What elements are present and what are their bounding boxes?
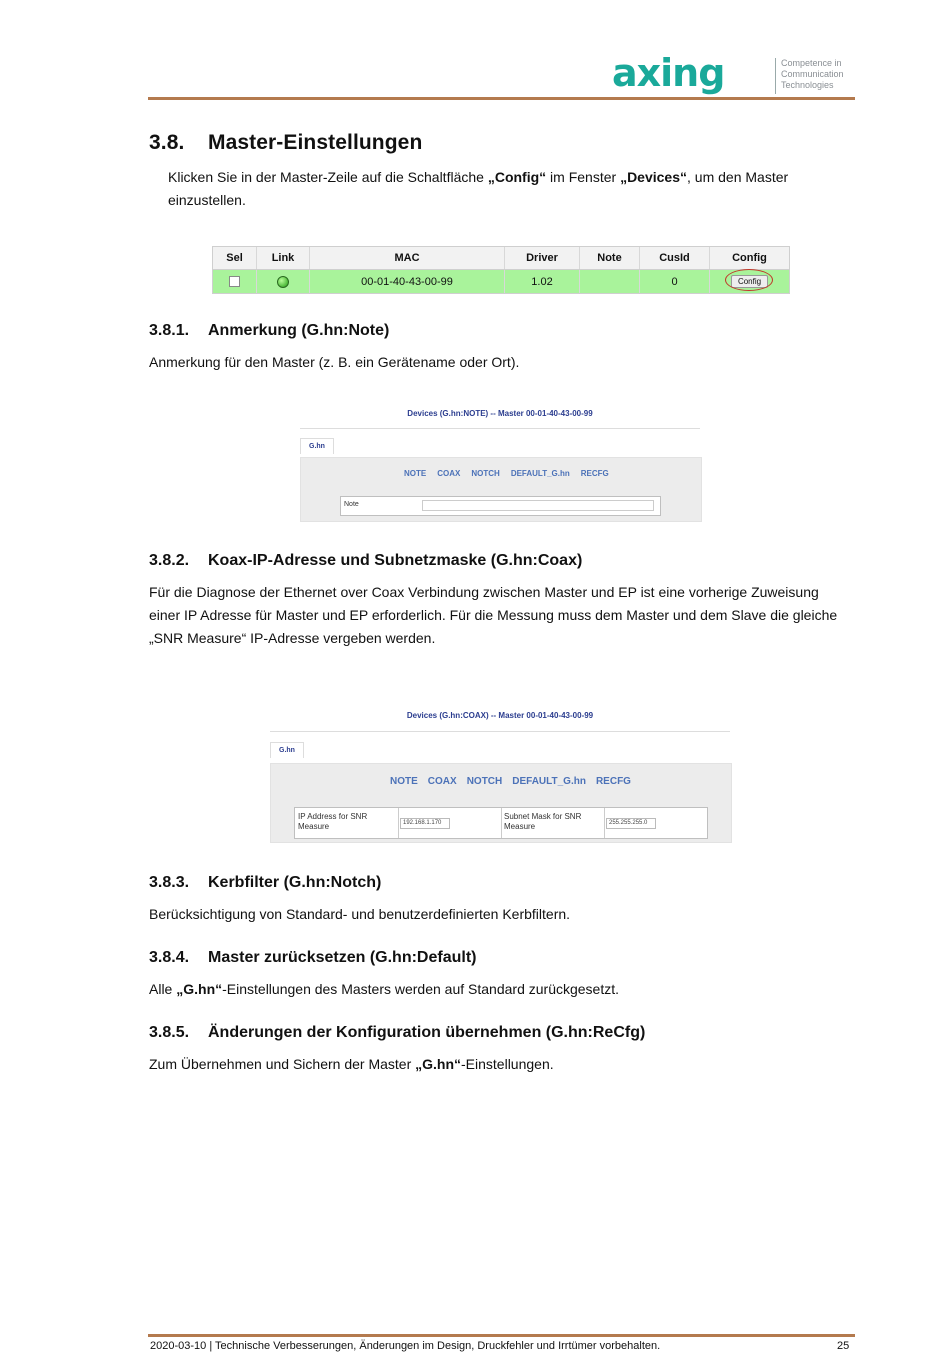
mask-input[interactable]: 255.255.255.0: [606, 818, 656, 829]
recfg-description: Zum Übernehmen und Sichern der Master „G.hn“-Einstellungen.: [149, 1056, 554, 1072]
col-cusid: CusId: [640, 247, 710, 269]
nav-recfg[interactable]: RECFG: [580, 469, 609, 478]
nav-coax[interactable]: COAX: [427, 776, 457, 787]
link-status-icon: [277, 276, 289, 288]
cusid-value: 0: [640, 270, 710, 293]
divider: [398, 808, 399, 838]
coax-field-row: [294, 807, 708, 839]
footer-rule: [148, 1334, 855, 1337]
note-description: Anmerkung für den Master (z. B. ein Gerätename oder Ort).: [149, 354, 520, 370]
nav-default[interactable]: DEFAULT_G.hn: [512, 776, 586, 787]
devices-table: [212, 246, 790, 294]
driver-value: 1.02: [505, 270, 580, 293]
notch-description: Berücksichtigung von Standard- und benutzerdefinierten Kerbfiltern.: [149, 906, 571, 922]
nav-recfg[interactable]: RECFG: [595, 776, 631, 787]
note-value: [580, 270, 640, 293]
note-input[interactable]: [422, 500, 654, 511]
note-field-label: Note: [344, 501, 359, 508]
ip-input[interactable]: 192.168.1.170: [400, 818, 450, 829]
subsection-heading-coax: 3.8.2. Koax-IP-Adresse und Subnetzmaske (G.hn:Coax): [149, 552, 583, 569]
divider: [604, 808, 605, 838]
select-checkbox[interactable]: [229, 276, 240, 287]
section-intro: Klicken Sie in der Master-Zeile auf die Schaltfläche „Config“ im Fenster „Devices“, um den Master einzustellen.: [168, 169, 789, 208]
tab-ghn[interactable]: G.hn: [270, 742, 304, 758]
col-config: Config: [732, 252, 767, 264]
nav-notch[interactable]: NOTCH: [466, 776, 503, 787]
config-button[interactable]: Config: [731, 275, 768, 288]
divider: [270, 731, 730, 732]
nav-coax[interactable]: COAX: [437, 469, 461, 478]
nav-default[interactable]: DEFAULT_G.hn: [510, 469, 570, 478]
highlight-ring: [725, 269, 773, 291]
subsection-heading-note: 3.8.1. Anmerkung (G.hn:Note): [149, 322, 390, 339]
col-mac: MAC: [310, 247, 505, 269]
subsection-heading-notch: 3.8.3. Kerbfilter (G.hn:Notch): [149, 874, 382, 891]
nav-note[interactable]: NOTE: [404, 469, 427, 478]
col-driver: Driver: [505, 247, 580, 269]
section-heading: 3.8. Master-Einstellungen: [149, 131, 423, 154]
coax-panel-title: Devices (G.hn:COAX) -- Master 00-01-40-43-00-99: [406, 711, 594, 720]
note-panel-nav: [404, 469, 609, 478]
subsection-heading-recfg: 3.8.5. Änderungen der Konfiguration übernehmen (G.hn:ReCfg): [149, 1024, 646, 1041]
ip-label: IP Address for SNR Measure: [298, 812, 368, 831]
divider: [300, 428, 700, 429]
subsection-heading-default: 3.8.4. Master zurücksetzen (G.hn:Default): [149, 949, 477, 966]
footer-text: 2020-03-10 | Technische Verbesserungen, Änderungen im Design, Druckfehler und Irrtümer vorbehalten.: [150, 1340, 661, 1352]
default-description: Alle „G.hn“-Einstellungen des Masters werden auf Standard zurückgesetzt.: [149, 981, 620, 997]
nav-note[interactable]: NOTE: [390, 776, 418, 787]
page-number: 25: [837, 1340, 850, 1352]
divider: [501, 808, 502, 838]
brand-tagline: Competence in Communication Technologies: [775, 58, 871, 94]
coax-description: Für die Diagnose der Ethernet over Coax Verbindung zwischen Master und EP ist eine vorherige Zuweisung einer IP Adresse für Master und EP erforderlich. Für die Messung muss dem Master und dem Slave die gleiche „SNR Measure“ IP-Adresse vergeben werden.: [149, 584, 838, 646]
brand-text: axing: [612, 56, 725, 95]
note-panel-title: Devices (G.hn:NOTE) -- Master 00-01-40-43-00-99: [407, 409, 593, 418]
coax-panel-nav: [390, 776, 631, 787]
tab-ghn[interactable]: G.hn: [300, 438, 334, 454]
col-link: Link: [257, 247, 310, 269]
header-rule: [148, 97, 855, 100]
table-row: [213, 270, 789, 293]
mask-label: Subnet Mask for SNR Measure: [504, 812, 582, 831]
note-field-row: [340, 496, 661, 516]
table-header: [213, 247, 789, 270]
axing-logo: [612, 56, 772, 96]
mac-value: 00-01-40-43-00-99: [310, 270, 505, 293]
nav-notch[interactable]: NOTCH: [471, 469, 500, 478]
col-sel: Sel: [213, 247, 257, 269]
col-note: Note: [580, 247, 640, 269]
